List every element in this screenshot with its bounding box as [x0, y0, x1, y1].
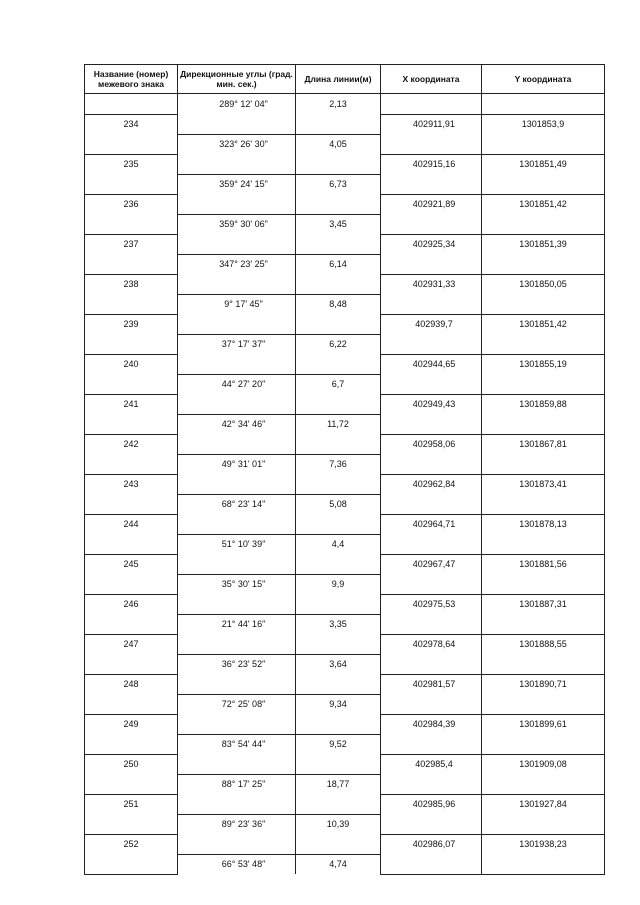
point-row — [85, 474, 605, 494]
line-length-cell: 4,05 — [296, 134, 381, 154]
direction-angle-cell: 72° 25' 08" — [178, 694, 296, 714]
point-name-cell — [85, 574, 178, 594]
y-coordinate-cell: 1301867,81 — [482, 434, 605, 454]
y-coordinate-cell: 1301851,42 — [482, 314, 605, 334]
line-row — [85, 454, 605, 474]
x-coordinate-cell — [381, 574, 482, 594]
line-row — [85, 254, 605, 274]
line-length-cell: 3,45 — [296, 214, 381, 234]
table-body — [85, 94, 605, 875]
direction-angle-cell: 68° 23' 14" — [178, 494, 296, 514]
point-row — [85, 434, 605, 454]
point-name-cell — [85, 814, 178, 834]
header-point-name: Название (номер) межевого знака — [85, 65, 178, 94]
x-coordinate-cell — [381, 814, 482, 834]
x-coordinate-cell: 402949,43 — [381, 394, 482, 414]
x-coordinate-cell — [381, 294, 482, 314]
x-coordinate-cell: 402939,7 — [381, 314, 482, 334]
header-x-coordinate: X координата — [381, 65, 482, 94]
y-coordinate-cell — [482, 414, 605, 434]
y-coordinate-cell — [482, 374, 605, 394]
line-length-cell — [296, 794, 381, 814]
line-length-cell: 3,64 — [296, 654, 381, 674]
x-coordinate-cell: 402967,47 — [381, 554, 482, 574]
direction-angle-cell: 289° 12' 04" — [178, 94, 296, 115]
direction-angle-cell — [178, 834, 296, 854]
x-coordinate-cell: 402975,53 — [381, 594, 482, 614]
line-length-cell: 5,08 — [296, 494, 381, 514]
direction-angle-cell — [178, 194, 296, 214]
point-name-cell: 236 — [85, 194, 178, 214]
table-header — [85, 65, 605, 94]
direction-angle-cell — [178, 754, 296, 774]
line-length-cell: 9,9 — [296, 574, 381, 594]
line-row — [85, 334, 605, 354]
line-length-cell: 2,13 — [296, 94, 381, 115]
line-row — [85, 734, 605, 754]
line-length-cell: 9,52 — [296, 734, 381, 754]
line-length-cell: 6,7 — [296, 374, 381, 394]
header-y-coordinate: Y координата — [482, 65, 605, 94]
direction-angle-cell: 323° 26' 30" — [178, 134, 296, 154]
direction-angle-cell: 89° 23' 36" — [178, 814, 296, 834]
point-name-cell: 241 — [85, 394, 178, 414]
point-row — [85, 834, 605, 854]
point-name-cell — [85, 414, 178, 434]
line-length-cell: 11,72 — [296, 414, 381, 434]
point-name-cell — [85, 494, 178, 514]
point-name-cell: 249 — [85, 714, 178, 734]
x-coordinate-cell: 402911,91 — [381, 114, 482, 134]
line-row — [85, 374, 605, 394]
point-name-cell — [85, 294, 178, 314]
y-coordinate-cell — [482, 574, 605, 594]
line-row — [85, 174, 605, 194]
x-coordinate-cell — [381, 174, 482, 194]
line-row — [85, 294, 605, 314]
point-name-cell: 248 — [85, 674, 178, 694]
direction-angle-cell — [178, 674, 296, 694]
y-coordinate-cell — [482, 94, 605, 115]
point-name-cell — [85, 374, 178, 394]
y-coordinate-cell — [482, 254, 605, 274]
direction-angle-cell — [178, 554, 296, 574]
point-name-cell: 234 — [85, 114, 178, 134]
point-row — [85, 314, 605, 334]
point-name-cell: 243 — [85, 474, 178, 494]
direction-angle-cell: 37° 17' 37" — [178, 334, 296, 354]
point-name-cell — [85, 734, 178, 754]
y-coordinate-cell — [482, 334, 605, 354]
point-name-cell: 235 — [85, 154, 178, 174]
point-name-cell: 245 — [85, 554, 178, 574]
y-coordinate-cell: 1301887,31 — [482, 594, 605, 614]
line-length-cell — [296, 754, 381, 774]
x-coordinate-cell: 402985,4 — [381, 754, 482, 774]
line-length-cell: 6,22 — [296, 334, 381, 354]
point-name-cell — [85, 214, 178, 234]
direction-angle-cell: 66° 53' 48" — [178, 854, 296, 874]
point-name-cell — [85, 254, 178, 274]
line-length-cell — [296, 434, 381, 454]
line-row — [85, 214, 605, 234]
y-coordinate-cell — [482, 734, 605, 754]
line-length-cell — [296, 594, 381, 614]
point-name-cell — [85, 534, 178, 554]
direction-angle-cell — [178, 434, 296, 454]
x-coordinate-cell: 402915,16 — [381, 154, 482, 174]
direction-angle-cell — [178, 274, 296, 294]
line-length-cell — [296, 674, 381, 694]
point-name-cell: 250 — [85, 754, 178, 774]
point-name-cell: 247 — [85, 634, 178, 654]
point-name-cell — [85, 654, 178, 674]
line-row — [85, 854, 605, 874]
point-row — [85, 634, 605, 654]
point-row — [85, 674, 605, 694]
line-length-cell: 8,48 — [296, 294, 381, 314]
y-coordinate-cell: 1301881,56 — [482, 554, 605, 574]
y-coordinate-cell — [482, 294, 605, 314]
direction-angle-cell: 9° 17' 45" — [178, 294, 296, 314]
x-coordinate-cell: 402964,71 — [381, 514, 482, 534]
x-coordinate-cell — [381, 654, 482, 674]
line-length-cell — [296, 474, 381, 494]
y-coordinate-cell — [482, 694, 605, 714]
y-coordinate-cell: 1301851,39 — [482, 234, 605, 254]
point-row — [85, 194, 605, 214]
y-coordinate-cell: 1301909,08 — [482, 754, 605, 774]
line-row — [85, 614, 605, 634]
y-coordinate-cell — [482, 654, 605, 674]
point-name-cell: 238 — [85, 274, 178, 294]
direction-angle-cell — [178, 794, 296, 814]
x-coordinate-cell: 402981,57 — [381, 674, 482, 694]
x-coordinate-cell — [381, 614, 482, 634]
point-name-cell — [85, 94, 178, 115]
x-coordinate-cell — [381, 734, 482, 754]
x-coordinate-cell — [381, 534, 482, 554]
line-length-cell: 3,35 — [296, 614, 381, 634]
y-coordinate-cell — [482, 854, 605, 874]
y-coordinate-cell: 1301851,42 — [482, 194, 605, 214]
point-row — [85, 154, 605, 174]
x-coordinate-cell — [381, 454, 482, 474]
line-length-cell — [296, 554, 381, 574]
line-length-cell — [296, 714, 381, 734]
x-coordinate-cell: 402921,89 — [381, 194, 482, 214]
y-coordinate-cell: 1301878,13 — [482, 514, 605, 534]
line-row — [85, 414, 605, 434]
point-name-cell — [85, 694, 178, 714]
line-row — [85, 574, 605, 594]
line-length-cell — [296, 194, 381, 214]
y-coordinate-cell — [482, 454, 605, 474]
direction-angle-cell: 44° 27' 20" — [178, 374, 296, 394]
point-name-cell: 242 — [85, 434, 178, 454]
line-length-cell — [296, 314, 381, 334]
x-coordinate-cell — [381, 774, 482, 794]
point-name-cell — [85, 854, 178, 874]
point-row — [85, 354, 605, 374]
x-coordinate-cell — [381, 694, 482, 714]
line-length-cell — [296, 274, 381, 294]
direction-angle-cell: 35° 30' 15" — [178, 574, 296, 594]
point-name-cell: 237 — [85, 234, 178, 254]
y-coordinate-cell: 1301927,84 — [482, 794, 605, 814]
direction-angle-cell: 49° 31' 01" — [178, 454, 296, 474]
line-length-cell — [296, 234, 381, 254]
x-coordinate-cell: 402931,33 — [381, 274, 482, 294]
header-direction-angle: Дирекционные углы (град. мин. сек.) — [178, 65, 296, 94]
y-coordinate-cell — [482, 214, 605, 234]
point-name-cell: 244 — [85, 514, 178, 534]
direction-angle-cell: 21° 44' 16" — [178, 614, 296, 634]
point-row — [85, 714, 605, 734]
point-name-cell — [85, 134, 178, 154]
x-coordinate-cell: 402962,84 — [381, 474, 482, 494]
y-coordinate-cell: 1301851,49 — [482, 154, 605, 174]
direction-angle-cell — [178, 114, 296, 134]
x-coordinate-cell — [381, 414, 482, 434]
direction-angle-cell — [178, 514, 296, 534]
direction-angle-cell: 347° 23' 25" — [178, 254, 296, 274]
line-row — [85, 654, 605, 674]
line-length-cell: 4,4 — [296, 534, 381, 554]
direction-angle-cell — [178, 154, 296, 174]
line-row — [85, 134, 605, 154]
line-length-cell: 10,39 — [296, 814, 381, 834]
point-row — [85, 234, 605, 254]
point-name-cell: 246 — [85, 594, 178, 614]
point-row — [85, 754, 605, 774]
line-length-cell: 4,74 — [296, 854, 381, 874]
direction-angle-cell: 51° 10' 39" — [178, 534, 296, 554]
point-row — [85, 394, 605, 414]
x-coordinate-cell — [381, 214, 482, 234]
x-coordinate-cell: 402978,64 — [381, 634, 482, 654]
point-row — [85, 514, 605, 534]
point-name-cell — [85, 454, 178, 474]
line-row — [85, 494, 605, 514]
y-coordinate-cell: 1301899,61 — [482, 714, 605, 734]
point-row — [85, 114, 605, 134]
line-length-cell: 6,14 — [296, 254, 381, 274]
line-length-cell — [296, 514, 381, 534]
direction-angle-cell: 88° 17' 25" — [178, 774, 296, 794]
y-coordinate-cell — [482, 134, 605, 154]
direction-angle-cell — [178, 354, 296, 374]
point-name-cell: 252 — [85, 834, 178, 854]
direction-angle-cell: 83° 54' 44" — [178, 734, 296, 754]
y-coordinate-cell: 1301873,41 — [482, 474, 605, 494]
line-length-cell — [296, 354, 381, 374]
point-name-cell: 251 — [85, 794, 178, 814]
line-row — [85, 694, 605, 714]
x-coordinate-cell — [381, 94, 482, 115]
boundary-coordinates-table — [84, 64, 605, 875]
x-coordinate-cell: 402984,39 — [381, 714, 482, 734]
x-coordinate-cell — [381, 854, 482, 874]
line-row — [85, 534, 605, 554]
point-name-cell — [85, 334, 178, 354]
y-coordinate-cell — [482, 534, 605, 554]
x-coordinate-cell — [381, 134, 482, 154]
point-row — [85, 554, 605, 574]
line-length-cell: 9,34 — [296, 694, 381, 714]
point-name-cell — [85, 174, 178, 194]
y-coordinate-cell: 1301888,55 — [482, 634, 605, 654]
point-name-cell — [85, 614, 178, 634]
line-length-cell: 7,36 — [296, 454, 381, 474]
x-coordinate-cell: 402986,07 — [381, 834, 482, 854]
direction-angle-cell — [178, 474, 296, 494]
line-length-cell — [296, 634, 381, 654]
direction-angle-cell: 42° 34' 46" — [178, 414, 296, 434]
direction-angle-cell: 359° 24' 15" — [178, 174, 296, 194]
x-coordinate-cell: 402925,34 — [381, 234, 482, 254]
point-name-cell: 239 — [85, 314, 178, 334]
x-coordinate-cell: 402985,96 — [381, 794, 482, 814]
point-row — [85, 594, 605, 614]
x-coordinate-cell: 402958,06 — [381, 434, 482, 454]
direction-angle-cell: 359° 30' 06" — [178, 214, 296, 234]
y-coordinate-cell — [482, 174, 605, 194]
y-coordinate-cell: 1301938,23 — [482, 834, 605, 854]
x-coordinate-cell — [381, 334, 482, 354]
y-coordinate-cell: 1301855,19 — [482, 354, 605, 374]
line-row — [85, 814, 605, 834]
line-length-cell — [296, 114, 381, 134]
line-row — [85, 774, 605, 794]
x-coordinate-cell — [381, 254, 482, 274]
direction-angle-cell — [178, 634, 296, 654]
y-coordinate-cell — [482, 814, 605, 834]
direction-angle-cell — [178, 714, 296, 734]
point-name-cell: 240 — [85, 354, 178, 374]
line-length-cell: 6,73 — [296, 174, 381, 194]
direction-angle-cell — [178, 394, 296, 414]
y-coordinate-cell: 1301890,71 — [482, 674, 605, 694]
point-name-cell — [85, 774, 178, 794]
header-row — [85, 65, 605, 94]
x-coordinate-cell — [381, 374, 482, 394]
y-coordinate-cell: 1301859,88 — [482, 394, 605, 414]
direction-angle-cell — [178, 594, 296, 614]
x-coordinate-cell: 402944,65 — [381, 354, 482, 374]
y-coordinate-cell: 1301850,05 — [482, 274, 605, 294]
direction-angle-cell — [178, 234, 296, 254]
y-coordinate-cell — [482, 614, 605, 634]
y-coordinate-cell — [482, 494, 605, 514]
line-length-cell — [296, 834, 381, 854]
line-length-cell — [296, 154, 381, 174]
line-row — [85, 94, 605, 115]
y-coordinate-cell: 1301853,9 — [482, 114, 605, 134]
line-length-cell: 18,77 — [296, 774, 381, 794]
direction-angle-cell: 36° 23' 52" — [178, 654, 296, 674]
point-row — [85, 274, 605, 294]
x-coordinate-cell — [381, 494, 482, 514]
direction-angle-cell — [178, 314, 296, 334]
line-length-cell — [296, 394, 381, 414]
y-coordinate-cell — [482, 774, 605, 794]
point-row — [85, 794, 605, 814]
header-line-length: Длина линии(м) — [296, 65, 381, 94]
